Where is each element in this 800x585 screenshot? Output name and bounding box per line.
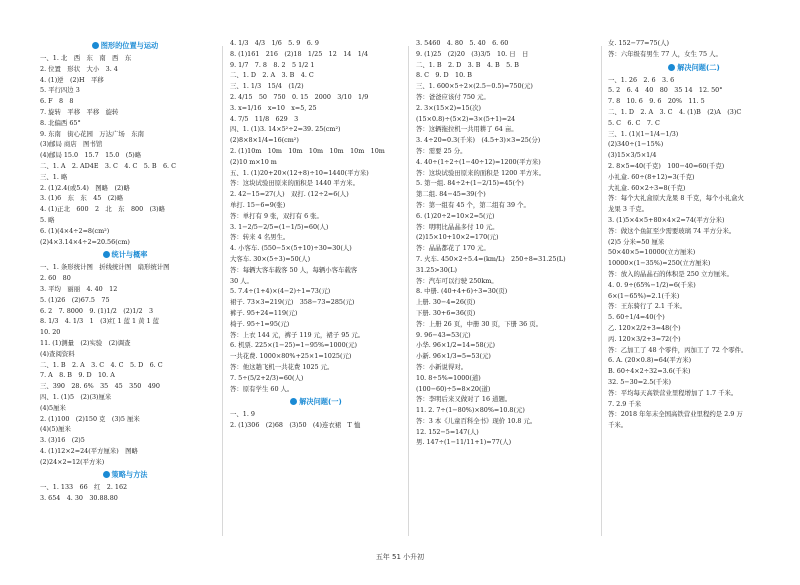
answer-line: 答：原有学生 60 人。	[230, 384, 294, 393]
answer-line: 答：李明后来又做对了 16 道题。	[416, 395, 512, 404]
answer-line: 4. 0. 9÷(65%−1/2)=6(千米)	[608, 280, 696, 289]
answer-line: 答：这辆拖拉机一共用耕了 64 亩。	[416, 125, 518, 134]
answer-line: (2)8×8×1/4=16(cm²)	[230, 136, 299, 145]
answer-line: 30 人。	[230, 276, 253, 285]
answer-line: 答：单打有 9 张，双打有 6 张。	[230, 211, 323, 220]
page-footer: 五年 51 小升初	[375, 553, 425, 561]
answer-line: 大客车. 30×(5÷3)=50(人)	[230, 254, 311, 263]
answer-line: 5. 2 6. 4 40 80 35 14 12. 50°	[608, 86, 723, 95]
answer-line: 8. (1)161 216 (2)18 1/25 12 14 1/4	[230, 49, 369, 58]
answer-line: 答：这块试验田原来的面积是 1440 平方米。	[230, 179, 359, 188]
answer-line: (2)5 分米=50 厘米	[608, 237, 665, 246]
answer-line: 7. 8 10. 6 9. 6 20% 11. 5	[608, 97, 705, 106]
answer-line: 2. (1)10m 10m 10m 10m 10m 10m 10m	[230, 146, 385, 155]
answer-line: 2. (1)100 (2)150 克 (3)5 厘米	[40, 414, 140, 423]
answer-line: (3)15×3/5×1/4	[608, 151, 657, 160]
answer-line: 10. 20	[40, 328, 61, 337]
answer-line: 9. 96−43=53(元)	[416, 330, 471, 339]
answer-line: 6×(1−65%)=2.1(千米)	[608, 291, 680, 300]
answer-line: 四、1. (1)3. 14×5²÷2=39. 25(cm²)	[230, 125, 341, 134]
answer-line: 32. 5−30=2.5(千米)	[608, 377, 672, 386]
section-heading-text: 图形的位置与运动	[100, 41, 159, 50]
column-divider	[408, 46, 409, 536]
answer-line: 三、1. 略	[40, 172, 68, 181]
answer-line: 10000×(1−35%)=250(立方厘米)	[608, 259, 711, 268]
answer-line: 答：晶晶都花了 170 元。	[416, 244, 490, 253]
answer-line: 答：需要 25 分。	[416, 146, 467, 155]
answer-line: 5. 7.4÷(1+4)×(4−2)÷1=73(元)	[230, 287, 331, 296]
answer-line: 椅子. 95÷1=95(元)	[230, 319, 290, 328]
answer-line: 二、1. B 2. D 3. B 4. B 5. B	[416, 60, 519, 69]
column-2	[230, 38, 402, 538]
answer-line: 答：转来 4 名男生。	[230, 233, 290, 242]
answer-line: 2. 3×(15×2)=15(次)	[416, 103, 481, 112]
section-heading	[40, 249, 210, 260]
answer-line: 2. (1)2.4(或5.4) 图略 (2)略	[40, 183, 130, 192]
answer-line: 9. 1/7 7. 8 8. 2 5 1/2 1	[230, 60, 315, 69]
answer-line: 8. 1/3 4. 1/3 1 (3)红 1 蓝 1 黄 1 蓝	[40, 317, 160, 326]
answer-line: 6. A. (20×0.8)=64(平方米)	[608, 356, 692, 365]
answer-line: 2. 4/15 50 750 0. 15 2000 3/10 1/9	[230, 92, 369, 101]
answer-line: 答：他这趟飞机一共花费 1025 元。	[230, 362, 334, 371]
answer-line: 二、1. A 2. AD4E 3. C 4. C 5. B 6. C	[40, 161, 176, 170]
answer-line: 3. (3)16 (2)5	[40, 436, 85, 445]
answer-line: (3)邮局 商店 图书馆	[40, 140, 103, 149]
answer-line: 答：3 本《儿童百科全书》现价 10.8 元。	[416, 416, 537, 425]
answer-line: 7. 5÷(5/2+2/3)=60(人)	[230, 373, 304, 382]
answer-line: 4. (1)12×2=24(平方厘米) 图略	[40, 446, 138, 455]
answer-line: 裤子. 95+24=119(元)	[230, 308, 298, 317]
answer-line: 4. 1/3 4/3 1/6 5. 9 6. 9	[230, 39, 319, 47]
answer-line: 答：爸爸应该付 750 元。	[416, 92, 490, 101]
answer-line: (4)邮局 15.0 15.7 15.0 (5)略	[40, 151, 142, 160]
answer-line: 答：这块试验田原来的面积是 1200 平方米。	[416, 168, 545, 177]
answer-line: 31.25>30(L)	[416, 265, 458, 274]
section-heading-text: 解决问题(一)	[299, 397, 342, 407]
answer-line: 二、1. B 2. A 3. C 4. C 5. D 6. C	[40, 360, 163, 369]
answer-line: (2)340÷(1−15%)	[608, 140, 664, 149]
answer-line: (2)10 m×10 m	[230, 157, 277, 166]
answer-line: 三、390 28. 6% 35 45 350 490	[40, 382, 160, 391]
answer-line: 上册. 30−4=26(页)	[416, 298, 476, 307]
answer-line: 7. 旋转 平移 平移 旋转	[40, 107, 119, 116]
section-heading	[608, 62, 780, 73]
answer-line: 7. 2.9 千米	[608, 399, 642, 408]
answer-line: 11. 2. 7÷(1−80%)×80%=10.8(元)	[416, 406, 525, 415]
answer-line: 男. 147÷(1−11/11+1)=77(人)	[416, 438, 512, 447]
answer-line: (2)4×3.14×4÷2=20.56(cm)	[40, 237, 130, 246]
answer-line: 第二组. 84−45=39(个)	[416, 190, 486, 199]
section-heading-text: 策略与方法	[111, 470, 148, 480]
answer-line: 裙子. 73×3=219(元) 358−73=285(元)	[230, 298, 355, 307]
answer-line: 一、1. 133 66 红 2. 162	[40, 483, 128, 492]
answer-line: 4. 小客车. (550−5×(5+10)÷30=30(人)	[230, 244, 352, 253]
answer-line: 答：2018 年年末全国高铁营业里程约是 2.9 万	[608, 410, 743, 419]
answer-line: 小新. 96×1/3=5=53(元)	[416, 352, 491, 361]
answer-line: 3. 4÷20=0.3(千米) (4.5+3)×3=25(分)	[416, 136, 541, 145]
answer-line: 4. (1)逆 (2)H 平移	[40, 75, 104, 84]
answer-line: 2. 60 80	[40, 274, 71, 283]
answer-line: 下册. 30+6=36(页)	[416, 308, 476, 317]
answer-line: 8. C 9. D 10. B	[416, 71, 472, 80]
answer-line: 2. 42−15=27(人) 双打. (12÷2=6(人)	[230, 190, 349, 199]
answer-line: 10. 8÷5%=1000(道)	[416, 373, 481, 382]
answer-line: 4. 7/5 11/8 629 3	[230, 114, 299, 123]
answer-line: 9. (1)25 (2)20 (3)3/5 10. 日 日	[416, 49, 529, 58]
answer-line: 龙果 3 千克。	[608, 205, 649, 214]
answer-line: 6. 2 7. 8000 9. (1)1/2 (2)1/2 3	[40, 306, 154, 315]
answer-line: (2)24×2=12(平方米)	[40, 457, 105, 466]
answer-line: 大礼盒. 60×2÷3=8(千克)	[608, 183, 686, 192]
answer-line: 2. (1)306 (2)68 (3)50 (4)连衣裙 T 恤	[230, 421, 361, 430]
answer-line: 答：做这个鱼缸至少需要玻璃 74 平方分米。	[608, 226, 736, 235]
answer-line: 4. (1)正北 600 2 北 东 800 (3)略	[40, 205, 165, 214]
answer-line: 3. (1)5×4×5+80×4×2=74(平方分米)	[608, 215, 725, 224]
answer-line: (4)查阅资料	[40, 349, 75, 358]
answer-line: 3. x=1/16 x=10 x=5, 25	[230, 103, 317, 112]
section-heading	[40, 469, 210, 480]
answer-line: 7. 火车. 450×2÷5.4=(km/L) 250÷8=31.25(L)	[416, 254, 566, 263]
answer-line: 2. 8×5=40(千克) 100−40=60(千克)	[608, 161, 725, 170]
answer-line: 4. 40÷(1÷2÷(1−40÷12)=1200(平方米)	[416, 157, 541, 166]
answer-page	[40, 38, 780, 548]
answer-line: 三、1. (1)(1−1/4−1/3)	[608, 129, 679, 138]
column-3	[416, 38, 596, 538]
answer-line: 答：乙加工了 48 个零件，丙加工了 72 个零件。	[608, 345, 748, 354]
answer-line: 3. 1−2/5−2/5=(1−1/5)=60(人)	[230, 222, 329, 231]
section-heading-text: 解决问题(二)	[677, 62, 720, 72]
answer-line: (2)15×10+10×2=170(元)	[416, 233, 499, 242]
answer-line: 小华. 96×1/2=14=58(元)	[416, 341, 495, 350]
answer-line: 女. 152−77=75(人)	[608, 39, 670, 47]
answer-line: (15×0.8)÷(5×2)=3×(5+1)=24	[416, 114, 516, 123]
section-bullet-icon	[92, 42, 99, 49]
column-divider	[601, 46, 602, 536]
answer-line: 二、1. D 2. A 3. C 4. (1)B (2)A (3)C	[608, 107, 742, 116]
answer-line: 答：第一组有 45 个，第二组有 39 个。	[416, 200, 530, 209]
section-bullet-icon	[668, 64, 675, 71]
section-heading	[40, 40, 210, 51]
answer-line: 答：明明比晶晶多付 10 元。	[416, 222, 499, 231]
answer-line: 答：汽车可以行驶 250km。	[416, 276, 498, 285]
section-bullet-icon	[103, 471, 110, 478]
answer-line: 答：小新说得对。	[416, 362, 468, 371]
column-4	[608, 38, 780, 538]
answer-line: 单打. 15−6=9(张)	[230, 200, 286, 209]
answer-line: 答：平均每天高铁营业里程增加了 1.7 千米。	[608, 388, 738, 397]
answer-line: 50×40×5=10000(立方厘米)	[608, 248, 696, 257]
answer-line: 5. 60÷1/4=40(个)	[608, 313, 665, 322]
answer-line: 3. (1)6 东 东 45 (2)略	[40, 194, 124, 203]
answer-line: 四、1. (1)5 (2)(3)厘米	[40, 392, 112, 401]
answer-line: 三、1. 600×5÷2×(2.5−0.5)=750(元)	[416, 82, 533, 91]
section-heading-text: 统计与概率	[111, 250, 148, 260]
section-bullet-icon	[290, 398, 297, 405]
answer-line: 5. C 6. C 7. C	[608, 118, 660, 127]
answer-line: (4)5厘米	[40, 403, 66, 412]
answer-line: 6. (1)(4×4÷2=8(cm²)	[40, 226, 110, 235]
answer-line: 2. 位置 形状 大小 3. 4	[40, 64, 118, 73]
answer-line: 答：上册 26 页，中册 30 页，下册 36 页。	[416, 319, 543, 328]
answer-line: 一、1. 9	[230, 410, 255, 419]
column-1	[40, 38, 210, 538]
answer-line: 5. 略	[40, 215, 55, 224]
section-heading	[230, 396, 402, 407]
answer-line: 一、1. 北 西 东 南 西 东	[40, 54, 132, 62]
answer-line: 一、1. 26 2. 6 3. 6	[608, 75, 675, 84]
answer-line: 五、1. (1)20+20×(12+8)÷10=1440(平方米)	[230, 168, 369, 177]
answer-line: 6. 机票. 225×(1−25)=1−95%=1000(元)	[230, 341, 358, 350]
answer-line: 3. 654 4. 30 30.88.80	[40, 494, 118, 503]
column-divider	[222, 46, 223, 536]
answer-line: 11. (1)测量 (2)实验 (2)调查	[40, 338, 131, 347]
answer-line: 答：每辆大客车载客 50 人，每辆小客车载客	[230, 265, 358, 274]
answer-line: 3. 5460 4. 80 5. 40 6. 60	[416, 39, 509, 47]
answer-line: 答：每个大礼盒原大龙果 8 千克，每个小礼盒火	[608, 194, 744, 203]
answer-line: B. 60÷4×2÷32=3.6(千米)	[608, 367, 691, 376]
answer-line: 二、1. D 2. A 3. B 4. C	[230, 71, 314, 80]
answer-line: 答：六年级有男生 77 人，女生 75 人。	[608, 49, 722, 58]
answer-line: 7. A 8. B 9. D 10. A	[40, 371, 115, 380]
answer-line: 6. F 8 8	[40, 97, 74, 106]
answer-line: (100−60)÷5=8×20(道)	[416, 384, 491, 393]
answer-line: (4)(5)厘米	[40, 425, 71, 434]
answer-line: 9. 东南 街心花园 万达广场 东南	[40, 129, 144, 138]
answer-line: 答：王东骑行了 2.1 千米。	[608, 302, 687, 311]
answer-line: 12. 152−5=147(人)	[416, 427, 479, 436]
answer-line: 一、1. 条形统计图 折线统计图 扇形统计图	[40, 263, 170, 272]
section-bullet-icon	[103, 251, 110, 258]
answer-line: 5. 平行四边 3	[40, 86, 80, 95]
answer-line: 8. 北偏西 65°	[40, 118, 81, 127]
answer-line: 8. 中册. (40+4+6)÷3=30(页)	[416, 287, 508, 296]
answer-line: 5. 第一组. 84÷2+(1−2/15)=45(个)	[416, 179, 524, 188]
answer-line: 小礼盒. 60÷(8+12)=3(千克)	[608, 172, 695, 181]
answer-line: 乙. 120×2/2+3=48(个)	[608, 323, 681, 332]
answer-line: 丙. 120×3/2+3=72(个)	[608, 334, 681, 343]
answer-line: 答：上衣 144 元，裤子 119 元，裙子 95 元。	[230, 330, 365, 339]
answer-line: 一共花费. 1000×80%+25×1=1025(元)	[230, 352, 352, 361]
answer-line: 答：放入的晶晶石的体积是 250 立方厘米。	[608, 269, 733, 278]
answer-line: 3. 平均 丽丽 4. 40 12	[40, 284, 118, 293]
answer-line: 三、1. 1/3 15/4 (1/2)	[230, 82, 304, 91]
answer-line: 千米。	[608, 421, 628, 430]
answer-line: 6. (1)20÷2=10×2=5(元)	[416, 211, 495, 220]
answer-line: 5. (1)26 (2)67.5 75	[40, 295, 110, 304]
